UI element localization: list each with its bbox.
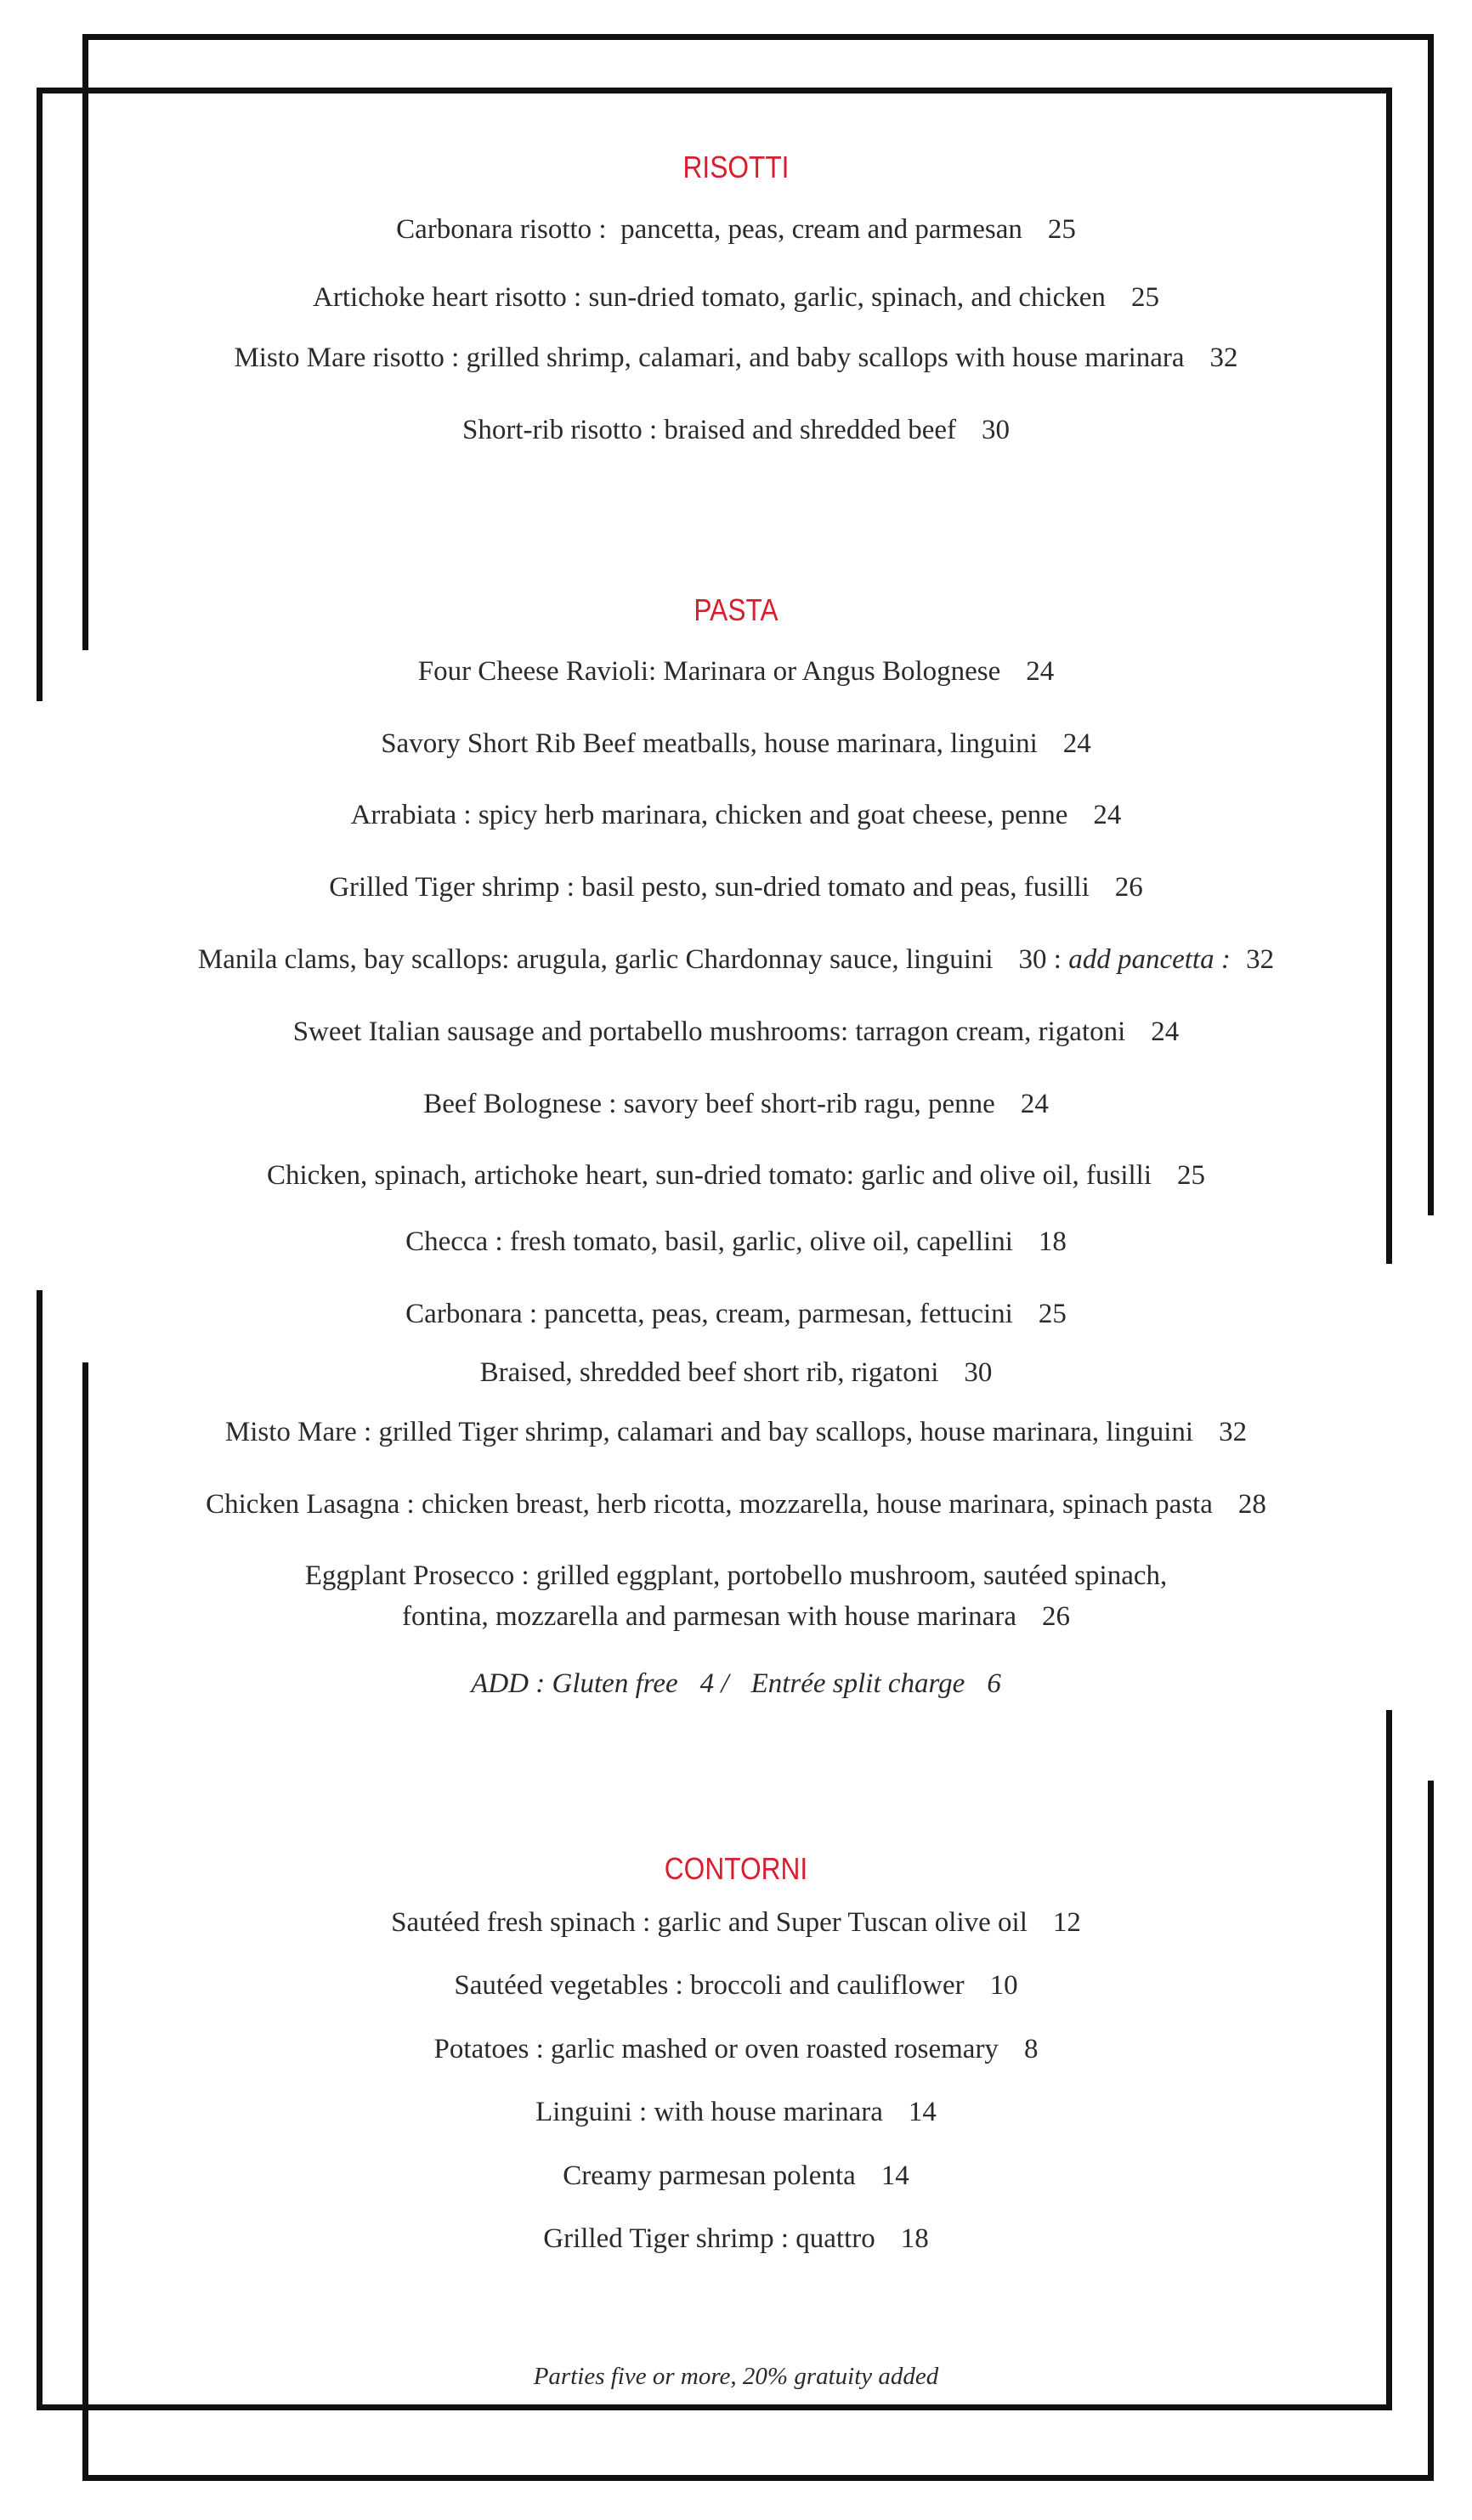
item-price: 25 (1047, 214, 1076, 245)
menu-item (0, 725, 1472, 762)
menu-item (0, 1598, 1472, 1635)
menu-item (0, 1967, 1472, 2004)
item-description: Artichoke heart risotto : sun-dried tomato, garlic, spinach, and chicken (313, 282, 1106, 313)
item-price: 25 (1038, 1299, 1067, 1329)
menu-item (0, 2220, 1472, 2257)
item-price: 14 (880, 2160, 909, 2191)
menu-item (0, 411, 1472, 449)
menu-item (0, 2093, 1472, 2131)
item-description: Grilled Tiger shrimp : quattro (543, 2223, 875, 2254)
menu-item (0, 1354, 1472, 1391)
menu-item (0, 653, 1472, 690)
menu-item (0, 279, 1472, 316)
item-description: Savory Short Rib Beef meatballs, house marinara, linguini (381, 728, 1038, 759)
item-description: Potatoes : garlic mashed or oven roasted rosemary (433, 2034, 999, 2064)
section-title-pasta: PASTA (694, 592, 778, 627)
item-price: 18 (900, 2223, 929, 2254)
item-price: 24 (1026, 656, 1055, 687)
item-description: Checca : fresh tomato, basil, garlic, olive oil, capellini (405, 1226, 1013, 1257)
item-addon-label: add pancetta : (1068, 944, 1231, 975)
item-description: Manila clams, bay scallops: arugula, garlic Chardonnay sauce, linguini (197, 944, 994, 975)
item-description: Sweet Italian sausage and portabello mushrooms: tarragon cream, rigatoni (292, 1016, 1126, 1047)
split-charge-label: Entrée split charge (750, 1668, 965, 1699)
item-description: Eggplant Prosecco : grilled eggplant, portobello mushroom, sautéed spinach, (304, 1560, 1168, 1591)
item-description: Misto Mare risotto : grilled shrimp, calamari, and baby scallops with house marinara (234, 343, 1185, 373)
item-description: Creamy parmesan polenta (563, 2160, 856, 2191)
menu-item (0, 1223, 1472, 1260)
item-description: Short-rib risotto : braised and shredded beef (461, 415, 956, 445)
item-description: Chicken, spinach, artichoke heart, sun-dried tomato: garlic and olive oil, fusilli (266, 1160, 1152, 1191)
item-price: 25 (1130, 282, 1159, 313)
menu-item (0, 2030, 1472, 2068)
section-title-risotti: RISOTTI (682, 150, 790, 184)
item-price: 25 (1177, 1160, 1206, 1191)
menu-item (0, 796, 1472, 834)
menu-item (0, 1295, 1472, 1333)
item-price: 32 (1209, 343, 1238, 373)
item-description: Linguini : with house marinara (535, 2097, 883, 2127)
gratuity-note: Parties five or more, 20% gratuity added (533, 2363, 939, 2390)
gluten-free-label: ADD : Gluten free (471, 1668, 678, 1699)
item-description: Grilled Tiger shrimp : basil pesto, sun-dried tomato and peas, fusilli (329, 872, 1090, 903)
item-addon-price: 32 (1246, 944, 1275, 975)
gluten-free-price: 4 / (699, 1668, 729, 1699)
split-charge-price: 6 (987, 1668, 1001, 1699)
item-description: Beef Bolognese : savory beef short-rib ragu, penne (423, 1089, 995, 1119)
item-price: 24 (1093, 800, 1122, 830)
item-price: 14 (908, 2097, 937, 2127)
add-charges-note (0, 1668, 1472, 1700)
item-description: Carbonara : pancetta, peas, cream, parmesan, fettucini (405, 1299, 1013, 1329)
item-description: Misto Mare : grilled Tiger shrimp, calamari and bay scallops, house marinara, linguini (224, 1417, 1194, 1447)
item-price: 8 (1023, 2034, 1039, 2064)
item-description: fontina, mozzarella and parmesan with house marinara (402, 1601, 1016, 1632)
item-description: Four Cheese Ravioli: Marinara or Angus Bolognese (417, 656, 1001, 687)
menu-item (0, 1557, 1472, 1594)
item-price: 18 (1038, 1226, 1067, 1257)
item-description: Braised, shredded beef short rib, rigatoni (479, 1357, 939, 1388)
menu-item (0, 1085, 1472, 1123)
menu-item (0, 1157, 1472, 1194)
item-price: 30 (982, 415, 1010, 445)
item-price: 26 (1114, 872, 1143, 903)
menu-item (0, 869, 1472, 906)
menu-item (0, 941, 1472, 978)
item-price: 24 (1151, 1016, 1180, 1047)
menu-item (0, 1413, 1472, 1451)
menu-item (0, 211, 1472, 248)
menu-item (0, 1486, 1472, 1523)
menu-item (0, 1013, 1472, 1050)
item-price: 28 (1237, 1489, 1266, 1520)
item-price: 26 (1041, 1601, 1070, 1632)
item-price: 30 (964, 1357, 993, 1388)
item-price: 12 (1052, 1907, 1081, 1938)
menu-item (0, 1904, 1472, 1941)
menu-item (0, 2157, 1472, 2194)
item-price: 10 (989, 1970, 1018, 2001)
item-description: Sautéed fresh spinach : garlic and Super Tuscan olive oil (391, 1907, 1028, 1938)
item-price: 24 (1062, 728, 1091, 759)
item-price: 24 (1020, 1089, 1049, 1119)
menu-item (0, 339, 1472, 377)
section-title-contorni: CONTORNI (664, 1851, 808, 1886)
item-description: Sautéed vegetables : broccoli and cauliflower (454, 1970, 965, 2001)
item-description: Carbonara risotto : pancetta, peas, cream and parmesan (396, 214, 1022, 245)
item-description: Chicken Lasagna : chicken breast, herb ricotta, mozzarella, house marinara, spinach pasta (206, 1489, 1213, 1520)
item-price: 30 : (1018, 944, 1062, 975)
item-price: 32 (1219, 1417, 1248, 1447)
item-description: Arrabiata : spicy herb marinara, chicken and goat cheese, penne (350, 800, 1068, 830)
